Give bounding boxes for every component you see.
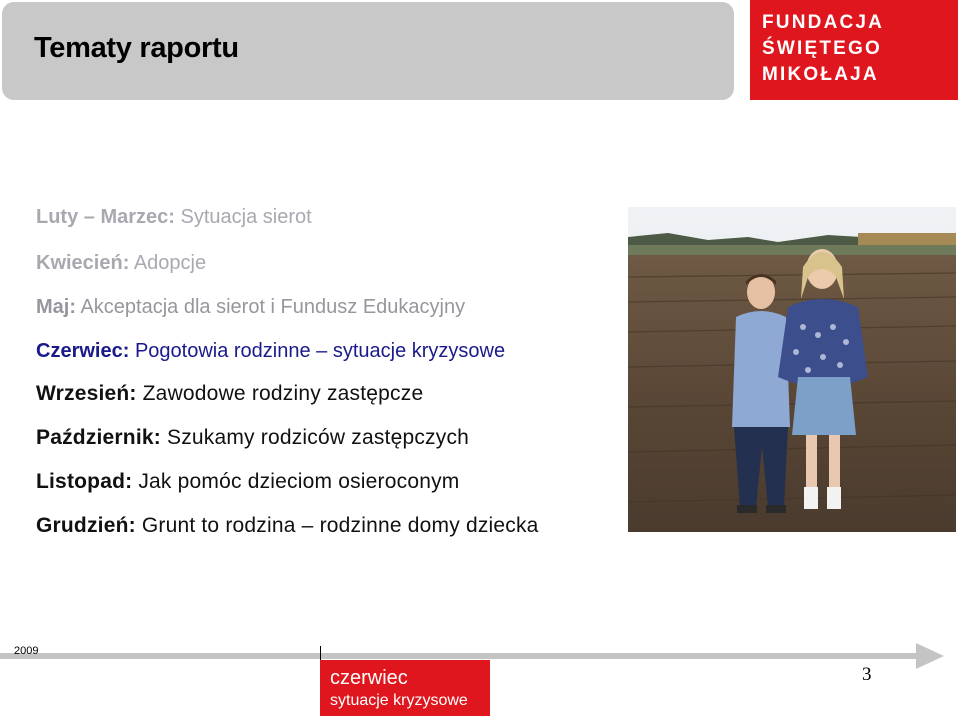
topic-text: Adopcje (133, 252, 207, 274)
topic-month: Kwiecień: (36, 252, 130, 274)
topic-item (36, 382, 423, 406)
topic-text: Akceptacja dla sierot i Fundusz Edukacyjny (80, 296, 466, 318)
current-topic-label: sytuacje kryzysowe (330, 692, 468, 709)
topic-item (36, 426, 469, 450)
topic-item-current (36, 340, 505, 363)
timeline-arrow-icon (916, 643, 944, 669)
topic-month: Wrzesień: (36, 382, 137, 405)
topic-item (36, 514, 539, 538)
topic-item (36, 206, 312, 229)
topic-month: Listopad: (36, 470, 133, 493)
current-month-label: czerwiec (330, 667, 408, 689)
topic-month: Grudzień: (36, 514, 136, 537)
topic-text: Pogotowia rodzinne – sytuacje kryzysowe (134, 340, 506, 362)
page-number: 3 (862, 664, 872, 685)
topic-text: Grunt to rodzina – rodzinne domy dziecka (141, 514, 539, 537)
topic-item (36, 252, 206, 275)
children-photo (628, 207, 956, 532)
topic-text: Szukamy rodziców zastępczych (166, 426, 470, 449)
timeline-year: 2009 (14, 645, 39, 657)
topic-month: Czerwiec: (36, 340, 130, 362)
logo-line: ŚWIĘTEGO (762, 38, 882, 59)
timeline-marker (320, 646, 321, 660)
topic-month: Maj: (36, 296, 76, 318)
topic-month: Październik: (36, 426, 161, 449)
topic-item (36, 296, 465, 319)
page-title: Tematy raportu (34, 32, 239, 64)
topic-item (36, 470, 459, 494)
logo-line: FUNDACJA (762, 12, 885, 33)
topic-text: Zawodowe rodziny zastępcze (142, 382, 424, 405)
timeline-bar (0, 653, 920, 659)
topic-text: Jak pomóc dzieciom osieroconym (138, 470, 460, 493)
topic-month: Luty – Marzec: (36, 206, 175, 228)
topic-text: Sytuacja sierot (180, 206, 312, 228)
logo-line: MIKOŁAJA (762, 64, 879, 85)
foundation-logo (750, 0, 958, 100)
current-month-box (320, 660, 490, 716)
